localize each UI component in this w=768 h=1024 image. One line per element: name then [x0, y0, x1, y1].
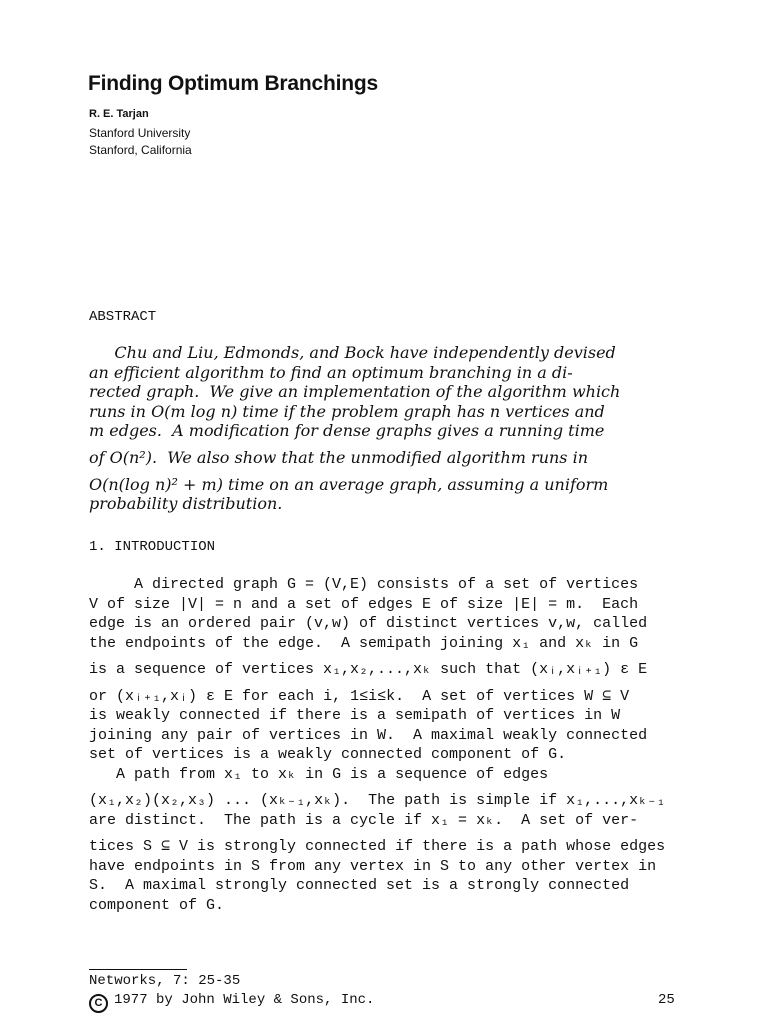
section-heading: 1. INTRODUCTION: [89, 539, 216, 555]
body-line: joining any pair of vertices in W. A maximal weakly connected: [89, 726, 648, 744]
body-line: S. A maximal strongly connected set is a strongly connected: [89, 877, 630, 894]
affiliation-location: Stanford, California: [89, 143, 192, 157]
body-line: is weakly connected if there is a semipath of vertices in W: [89, 707, 621, 724]
body-line: or (xᵢ₊₁,xᵢ) ε E for each i, 1≤i≤k. A set of vertices W ⊆ V: [89, 687, 630, 705]
abstract-line: m edges. A modification for dense graphs gives a running time: [89, 421, 605, 441]
page-number: 25: [658, 992, 675, 1008]
introduction-body: [89, 575, 699, 915]
paper-title: Finding Optimum Branchings: [88, 72, 378, 95]
body-line: V of size |V| = n and a set of edges E of size |E| = m. Each: [89, 595, 639, 613]
copyright-icon: C: [89, 994, 108, 1013]
abstract-line: Chu and Liu, Edmonds, and Bock have independently devised: [89, 343, 616, 362]
body-line: A directed graph G = (V,E) consists of a set of vertices: [89, 576, 639, 593]
abstract-line: O(n(log n)² + m) time on an average graph, assuming a uniform: [89, 474, 609, 494]
body-line: tices S ⊆ V is strongly connected if there is a path whose edges: [89, 838, 666, 855]
journal-citation: Networks, 7: 25-35: [89, 973, 241, 989]
affiliation-university: Stanford University: [89, 126, 191, 140]
footnote-rule: [89, 969, 187, 970]
body-line: are distinct. The path is a cycle if x₁ = xₖ. A set of ver-: [89, 811, 639, 829]
body-line: have endpoints in S from any vertex in S to any other vertex in: [89, 857, 657, 875]
body-line: set of vertices is a weakly connected component of G.: [89, 746, 567, 763]
copyright-text: 1977 by John Wiley & Sons, Inc.: [114, 992, 375, 1008]
body-line: component of G.: [89, 896, 225, 914]
abstract-heading: ABSTRACT: [89, 309, 157, 325]
body-line: (x₁,x₂)(x₂,x₃) ... (xₖ₋₁,xₖ). The path is simple if x₁,...,xₖ₋₁: [89, 792, 666, 809]
abstract-body: [89, 343, 689, 514]
body-line: A path from x₁ to xₖ in G is a sequence of edges: [89, 765, 549, 783]
abstract-line: of O(n²). We also show that the unmodified algorithm runs in: [89, 447, 589, 467]
body-line: edge is an ordered pair (v,w) of distinct vertices v,w, called: [89, 615, 648, 632]
body-line: is a sequence of vertices x₁,x₂,...,xₖ such that (xᵢ,xᵢ₊₁) ε E: [89, 661, 648, 678]
copyright-notice: [89, 992, 374, 1013]
abstract-line: an efficient algorithm to find an optimum branching in a di-: [89, 362, 573, 382]
abstract-line: rected graph. We give an implementation of the algorithm which: [89, 382, 621, 402]
abstract-line: probability distribution.: [89, 494, 283, 514]
body-line: the endpoints of the edge. A semipath joining x₁ and xₖ in G: [89, 634, 639, 652]
author-name: R. E. Tarjan: [89, 108, 149, 120]
abstract-line: runs in O(m log n) time if the problem graph has n vertices and: [89, 401, 605, 421]
